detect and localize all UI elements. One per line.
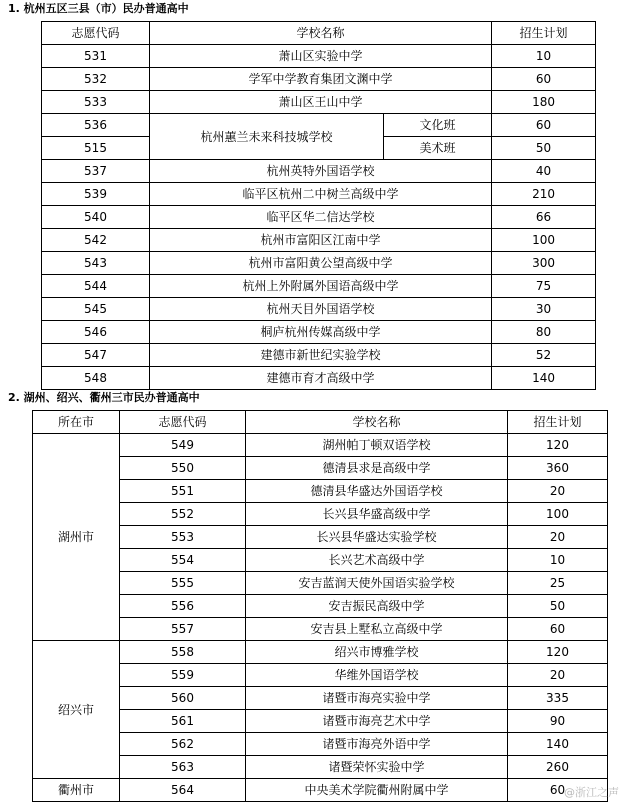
cell-plan: 66 (492, 206, 596, 229)
cell-code: 562 (120, 733, 246, 756)
cell-code: 557 (120, 618, 246, 641)
section-2-title: 2. 湖州、绍兴、衢州三市民办普通高中 (8, 391, 200, 404)
cell-plan: 360 (508, 457, 608, 480)
cell-school: 诸暨市海亮外语中学 (246, 733, 508, 756)
table-row (33, 595, 608, 618)
cell-school: 杭州蕙兰未来科技城学校 (150, 114, 384, 160)
table-row (42, 160, 596, 183)
cell-school: 长兴艺术高级中学 (246, 549, 508, 572)
cell-plan: 100 (492, 229, 596, 252)
cell-school: 绍兴市博雅学校 (246, 641, 508, 664)
cell-school: 长兴县华盛高级中学 (246, 503, 508, 526)
cell-city: 绍兴市 (33, 641, 120, 779)
cell-plan: 140 (508, 733, 608, 756)
cell-school: 临平区华二信达学校 (150, 206, 492, 229)
cell-school: 诸暨荣怀实验中学 (246, 756, 508, 779)
cell-school: 建德市新世纪实验学校 (150, 344, 492, 367)
cell-class-type: 美术班 (384, 137, 492, 160)
cell-code: 550 (120, 457, 246, 480)
cell-school: 萧山区实验中学 (150, 45, 492, 68)
cell-plan: 40 (492, 160, 596, 183)
table-row (33, 480, 608, 503)
cell-plan: 210 (492, 183, 596, 206)
table-row (42, 252, 596, 275)
cell-city: 湖州市 (33, 434, 120, 641)
cell-plan: 25 (508, 572, 608, 595)
watermark: @浙江之声 (564, 786, 619, 799)
cell-school: 杭州市富阳区江南中学 (150, 229, 492, 252)
cell-code: 552 (120, 503, 246, 526)
table-row (33, 503, 608, 526)
cell-code: 540 (42, 206, 150, 229)
cell-plan: 50 (492, 137, 596, 160)
cell-code: 533 (42, 91, 150, 114)
cell-school: 德清县求是高级中学 (246, 457, 508, 480)
cell-plan: 60 (492, 68, 596, 91)
cell-school: 临平区杭州二中树兰高级中学 (150, 183, 492, 206)
cell-code: 542 (42, 229, 150, 252)
header-code: 志愿代码 (42, 22, 150, 45)
table-hangzhou-private-high-schools (41, 21, 596, 390)
cell-code: 563 (120, 756, 246, 779)
cell-code: 548 (42, 367, 150, 390)
section-1-title: 1. 杭州五区三县（市）民办普通高中 (8, 2, 189, 15)
header-plan: 招生计划 (492, 22, 596, 45)
table-row (42, 206, 596, 229)
table-row (42, 114, 596, 137)
cell-code: 554 (120, 549, 246, 572)
cell-plan: 52 (492, 344, 596, 367)
cell-code: 560 (120, 687, 246, 710)
cell-plan: 75 (492, 275, 596, 298)
cell-school: 学军中学教育集团文渊中学 (150, 68, 492, 91)
table-row (42, 344, 596, 367)
cell-code: 547 (42, 344, 150, 367)
cell-plan: 120 (508, 434, 608, 457)
table-row (42, 321, 596, 344)
cell-school: 杭州天目外国语学校 (150, 298, 492, 321)
table-header-row (42, 22, 596, 45)
table-row (33, 641, 608, 664)
cell-code: 544 (42, 275, 150, 298)
cell-school: 华维外国语学校 (246, 664, 508, 687)
cell-plan: 120 (508, 641, 608, 664)
cell-plan: 10 (508, 549, 608, 572)
table-row (42, 229, 596, 252)
table-row (42, 91, 596, 114)
cell-code: 549 (120, 434, 246, 457)
cell-plan: 60 (508, 618, 608, 641)
table-row (33, 779, 608, 802)
table-row (42, 298, 596, 321)
cell-code: 556 (120, 595, 246, 618)
cell-plan: 20 (508, 664, 608, 687)
cell-class-type: 文化班 (384, 114, 492, 137)
cell-plan: 300 (492, 252, 596, 275)
cell-code: 559 (120, 664, 246, 687)
cell-plan: 60 (508, 779, 608, 802)
cell-city: 衢州市 (33, 779, 120, 802)
cell-school: 杭州上外附属外国语高级中学 (150, 275, 492, 298)
cell-plan: 260 (508, 756, 608, 779)
cell-code: 539 (42, 183, 150, 206)
cell-code: 558 (120, 641, 246, 664)
table-huzhou-shaoxing-quzhou-private-high-schools (32, 410, 608, 802)
cell-code: 546 (42, 321, 150, 344)
table-row (33, 526, 608, 549)
cell-plan: 10 (492, 45, 596, 68)
cell-plan: 335 (508, 687, 608, 710)
cell-code: 555 (120, 572, 246, 595)
cell-school: 湖州帕丁顿双语学校 (246, 434, 508, 457)
cell-school: 长兴县华盛达实验学校 (246, 526, 508, 549)
cell-plan: 180 (492, 91, 596, 114)
cell-code: 564 (120, 779, 246, 802)
cell-school: 诸暨市海亮艺术中学 (246, 710, 508, 733)
table-row (33, 618, 608, 641)
cell-code: 532 (42, 68, 150, 91)
cell-school: 德清县华盛达外国语学校 (246, 480, 508, 503)
table-row (42, 367, 596, 390)
table-row (33, 572, 608, 595)
cell-school: 杭州英特外国语学校 (150, 160, 492, 183)
header-school: 学校名称 (150, 22, 492, 45)
cell-plan: 80 (492, 321, 596, 344)
cell-school: 萧山区王山中学 (150, 91, 492, 114)
table-row (42, 275, 596, 298)
cell-school: 安吉蓝润天使外国语实验学校 (246, 572, 508, 595)
cell-school: 安吉县上墅私立高级中学 (246, 618, 508, 641)
header-plan: 招生计划 (508, 411, 608, 434)
table-row (33, 687, 608, 710)
cell-school: 中央美术学院衢州附属中学 (246, 779, 508, 802)
cell-school: 桐庐杭州传媒高级中学 (150, 321, 492, 344)
cell-code: 543 (42, 252, 150, 275)
cell-code: 537 (42, 160, 150, 183)
table-row (33, 457, 608, 480)
header-code: 志愿代码 (120, 411, 246, 434)
cell-code: 551 (120, 480, 246, 503)
cell-school: 安吉振民高级中学 (246, 595, 508, 618)
cell-code: 561 (120, 710, 246, 733)
table-row (42, 45, 596, 68)
cell-plan: 140 (492, 367, 596, 390)
cell-code: 545 (42, 298, 150, 321)
cell-plan: 60 (492, 114, 596, 137)
table-row (33, 733, 608, 756)
cell-code: 553 (120, 526, 246, 549)
cell-plan: 20 (508, 480, 608, 503)
cell-plan: 30 (492, 298, 596, 321)
cell-code: 515 (42, 137, 150, 160)
table-row (42, 183, 596, 206)
cell-plan: 90 (508, 710, 608, 733)
table-row (33, 756, 608, 779)
table-row (33, 710, 608, 733)
cell-code: 536 (42, 114, 150, 137)
table-row (33, 664, 608, 687)
cell-school: 诸暨市海亮实验中学 (246, 687, 508, 710)
cell-school: 建德市育才高级中学 (150, 367, 492, 390)
header-school: 学校名称 (246, 411, 508, 434)
cell-plan: 50 (508, 595, 608, 618)
table-row (33, 434, 608, 457)
cell-school: 杭州市富阳黄公望高级中学 (150, 252, 492, 275)
table-header-row (33, 411, 608, 434)
cell-code: 531 (42, 45, 150, 68)
header-city: 所在市 (33, 411, 120, 434)
table-row (33, 549, 608, 572)
cell-plan: 20 (508, 526, 608, 549)
table-row (42, 68, 596, 91)
cell-plan: 100 (508, 503, 608, 526)
